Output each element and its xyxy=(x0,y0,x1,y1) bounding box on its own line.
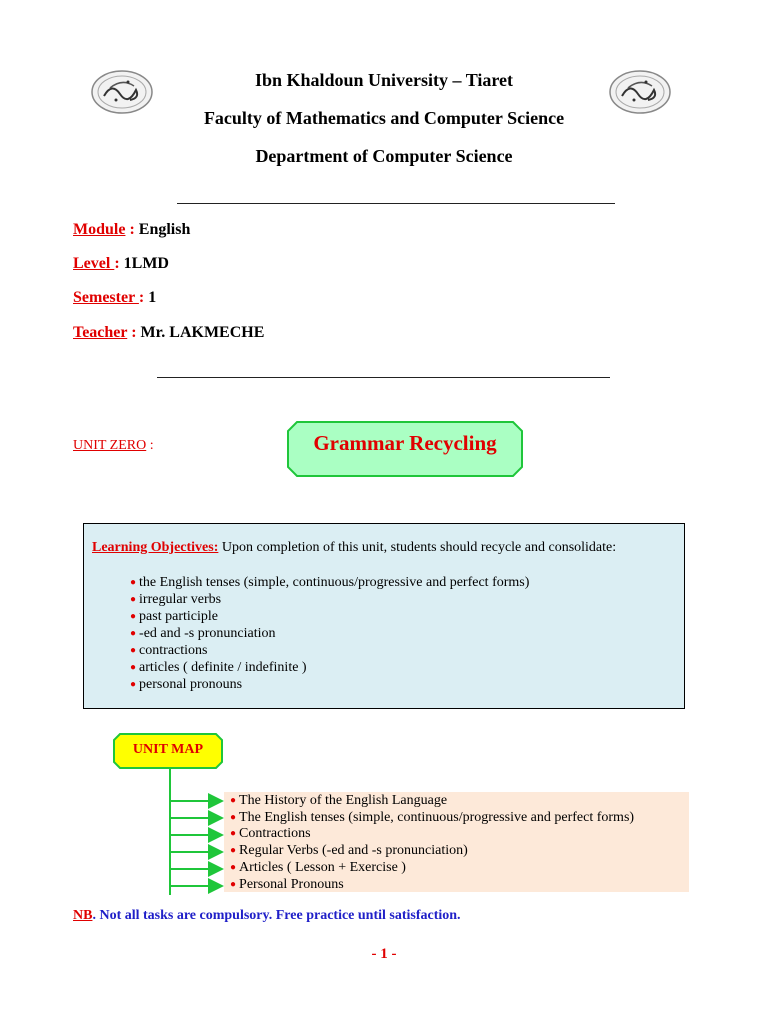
university-name: Ibn Khaldoun University – Tiaret xyxy=(254,70,514,90)
bullet-icon: ● xyxy=(230,828,237,840)
semester-label: Semester xyxy=(73,289,139,306)
bullet-icon: ● xyxy=(130,594,137,605)
bullet-icon: ● xyxy=(230,811,237,823)
note-text: . Not all tasks are compulsory. Free practice until satisfaction. xyxy=(92,908,461,923)
list-item: ● contractions xyxy=(130,643,208,658)
teacher-field: Teacher : Mr. LAKMECHE xyxy=(73,324,265,341)
page-number: - 1 - xyxy=(371,946,397,962)
semester-field: Semester : 1 xyxy=(73,289,157,306)
list-item: ● past participle xyxy=(130,609,218,624)
department-name: Department of Computer Science xyxy=(255,146,513,166)
list-item: ● Contractions xyxy=(230,826,311,842)
level-value: 1LMD xyxy=(123,255,169,272)
objectives-list xyxy=(130,574,529,693)
unit-map-label: UNIT MAP xyxy=(132,742,204,757)
list-item: ● -ed and -s pronunciation xyxy=(130,626,276,641)
list-item: ● irregular verbs xyxy=(130,592,222,607)
bullet-icon: ● xyxy=(130,645,137,656)
level-field: Level : 1LMD xyxy=(73,255,169,272)
note-label: NB xyxy=(73,908,93,923)
module-value: English xyxy=(138,221,191,238)
list-item: ● Regular Verbs (-ed and -s pronunciation) xyxy=(230,843,468,859)
list-item: ● The English tenses (simple, continuous/progressive and perfect forms) xyxy=(230,809,635,825)
module-field: Module : English xyxy=(73,221,191,238)
bullet-icon: ● xyxy=(130,662,137,673)
list-item: ● Articles ( Lesson + Exercise ) xyxy=(230,859,406,875)
bullet-icon: ● xyxy=(130,577,137,588)
unit-map-connectors xyxy=(160,769,230,899)
list-item: ● the English tenses (simple, continuous/progressive and perfect forms) xyxy=(130,575,530,590)
bullet-icon: ● xyxy=(230,878,237,890)
module-label: Module xyxy=(73,221,126,238)
faculty-name: Faculty of Mathematics and Computer Science xyxy=(203,108,565,128)
teacher-label: Teacher xyxy=(73,324,128,341)
bullet-icon: ● xyxy=(230,845,237,857)
bullet-icon: ● xyxy=(230,861,237,873)
bullet-icon: ● xyxy=(130,628,137,639)
note xyxy=(73,908,461,924)
list-item: ● Personal Pronouns xyxy=(230,876,344,892)
bullet-icon: ● xyxy=(230,795,237,806)
header-divider xyxy=(177,203,615,204)
objectives-intro: Learning Objectives: Upon completion of this unit, students should recycle and consolidate: xyxy=(92,540,617,555)
semester-value: 1 xyxy=(148,289,157,306)
teacher-value: Mr. LAKMECHE xyxy=(140,324,265,341)
level-label: Level xyxy=(73,255,115,272)
fields-divider xyxy=(157,377,610,378)
bullet-icon: ● xyxy=(130,611,137,622)
objectives-label: Learning Objectives: xyxy=(92,540,219,555)
unit-map-list xyxy=(230,793,634,893)
unit-label: UNIT ZERO : xyxy=(73,438,154,453)
list-item: ● The History of the English Language xyxy=(230,793,448,808)
list-item: ● personal pronouns xyxy=(130,677,243,692)
unit-title: Grammar Recycling xyxy=(313,431,497,455)
bullet-icon: ● xyxy=(130,679,137,690)
list-item: ● articles ( definite / indefinite ) xyxy=(130,660,307,675)
